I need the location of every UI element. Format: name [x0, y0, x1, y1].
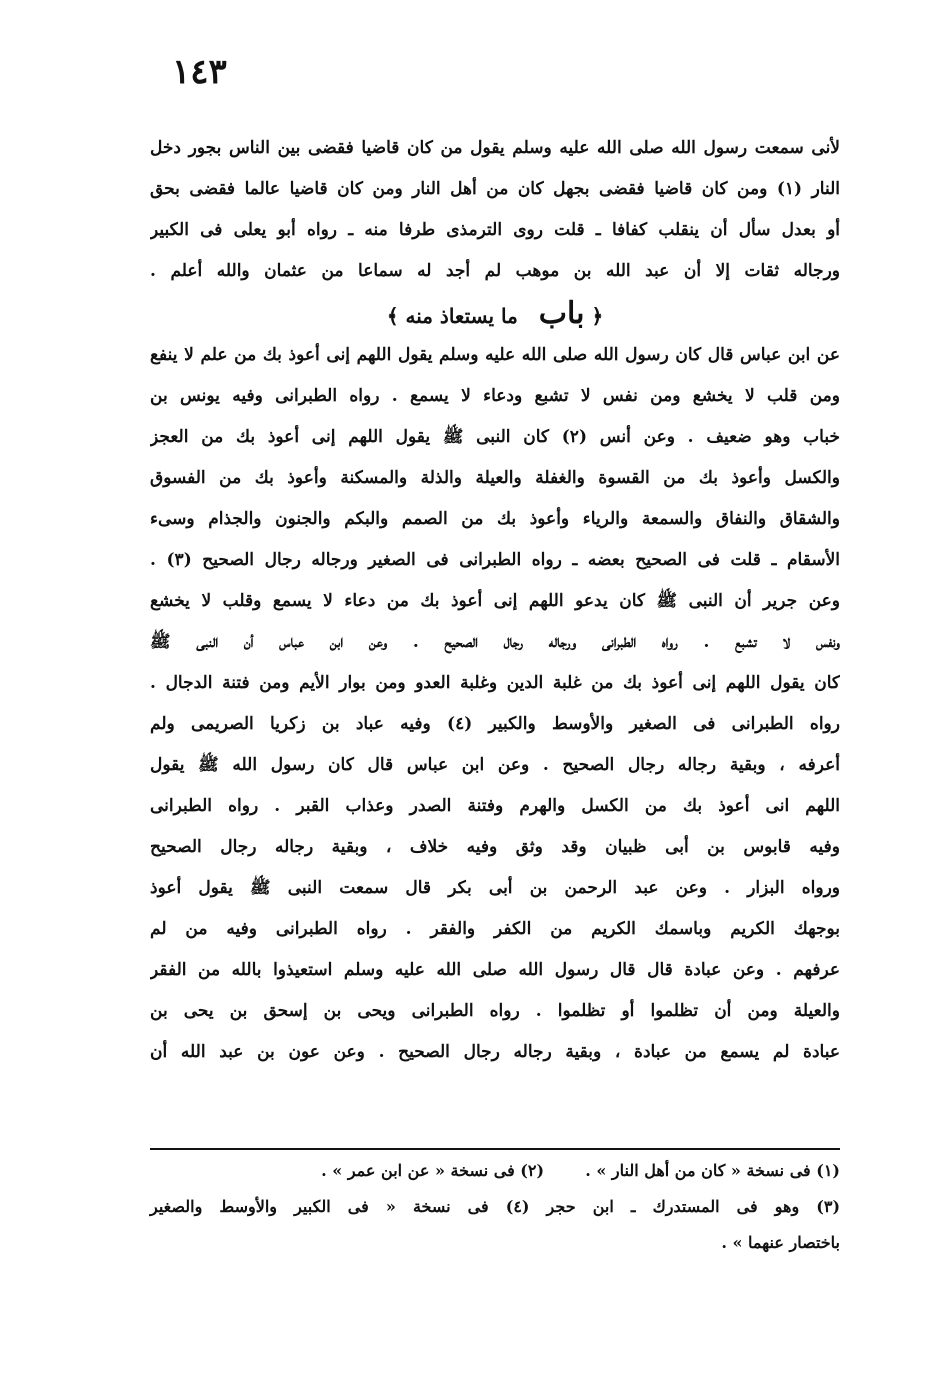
text-line: وعن جرير أن النبى ﷺ كان يدعو اللهم إنى أعوذ بك من دعاء لا يسمع وقلب لا يخشع	[150, 591, 840, 611]
text-line: بوجهك الكريم وباسمك الكريم من الكفر والفقر . رواه الطبرانى وفيه من لم	[150, 919, 840, 939]
text-line: والكسل وأعوذ بك من القسوة والغفلة والعيلة والذلة والمسكنة وأعوذ بك من الفسوق	[150, 468, 840, 488]
text-line: عن ابن عباس قال كان رسول الله صلى الله عليه وسلم يقول اللهم إنى أعوذ بك من علم لا ينفع	[150, 345, 840, 365]
text-line: ومن قلب لا يخشع ومن نفس لا تشبع ودعاء لا يسمع . رواه الطبرانى وفيه يونس بن	[150, 386, 840, 406]
text-line: رواه الطبرانى فى الصغير والأوسط والكبير (٤) وفيه عباد بن زكريا الصريمى ولم	[150, 714, 840, 734]
page-number: ١٤٣	[172, 52, 227, 92]
footnote-divider	[150, 1148, 840, 1150]
text-line: عرفهم . وعن عبادة قال قال رسول الله صلى الله عليه وسلم استعيذوا بالله من الفقر	[150, 960, 840, 980]
text-line: وفيه قابوس بن أبى ظبيان وقد وثق وفيه خلاف ، وبقية رجاله رجال الصحيح	[150, 837, 840, 857]
footnotes	[150, 1153, 840, 1261]
heading-bracket-close: ﴾	[386, 304, 399, 328]
text-line: عبادة لم يسمع من عبادة ، وبقية رجاله رجال الصحيح . وعن عون بن عبد الله أن	[150, 1042, 840, 1062]
text-line: والعيلة ومن أن تظلموا أو تظلموا . رواه الطبرانى ويحى بن إسحق بن يحى بن	[150, 1001, 840, 1021]
footnote-2: (٢) فى نسخة « عن ابن عمر » .	[321, 1161, 545, 1180]
text-line: والشقاق والنفاق والسمعة والرياء وأعوذ بك من الصمم والبكم والجنون والجذام وسىء	[150, 509, 840, 529]
footnote-1: (١) فى نسخة « كان من أهل النار » .	[585, 1161, 840, 1180]
text-line: أعرفه ، وبقية رجاله رجال الصحيح . وعن ابن عباس قال كان رسول الله ﷺ يقول	[150, 755, 840, 775]
heading-bracket-open: ﴿	[591, 304, 604, 328]
text-line: ورجاله ثقات إلا أن عبد الله بن موهب لم أجد له سماعا من عثمان والله أعلم .	[150, 261, 840, 281]
text-line: كان يقول اللهم إنى أعوذ بك من غلبة الدين وغلبة العدو ومن بوار الأيم ومن فتنة الدجال .	[150, 673, 840, 693]
text-line: ورواه البزار . وعن عبد الرحمن بن أبى بكر قال سمعت النبى ﷺ يقول أعوذ	[150, 878, 840, 898]
main-text	[150, 128, 840, 1073]
footnote-3-4: (٣) وهو فى المستدرك ـ ابن حجر (٤) فى نسخة « فى الكبير والأوسط والصغير	[150, 1197, 841, 1216]
text-line: الأسقام ـ قلت فى الصحيح بعضه ـ رواه الطبرانى فى الصغير ورجاله رجال الصحيح (٣) .	[150, 550, 840, 570]
text-line: أو بعدل سأل أن ينقلب كفافا ـ قلت روى الترمذى طرفا منه ـ رواه أبو يعلى فى الكبير	[150, 220, 840, 240]
heading-title: ما يستعاذ منه	[405, 304, 518, 328]
section-heading	[150, 292, 840, 335]
text-line: لأنى سمعت رسول الله صلى الله عليه وسلم يقول من كان قاضيا فقضى بين الناس بجور دخل	[150, 138, 840, 158]
text-line: اللهم انى أعوذ بك من الكسل والهرم وفتنة الصدر وعذاب القبر . رواه الطبرانى	[150, 796, 840, 816]
heading-word: باب	[538, 296, 585, 331]
footnote-line	[150, 1153, 840, 1189]
text-line: ونفس لا تشبع . رواه الطبرانى ورجاله رجال الصحيح . وعن ابن عباس أن النبى ﷺ	[150, 632, 840, 652]
text-line: النار (١) ومن كان قاضيا فقضى بجهل كان من أهل النار ومن كان قاضيا عالما فقضى بحق	[150, 179, 840, 199]
text-line: خباب وهو ضعيف . وعن أنس (٢) كان النبى ﷺ يقول اللهم إنى أعوذ بك من العجز	[150, 427, 840, 447]
footnote-4-continued: باختصار عنهما » .	[721, 1233, 840, 1252]
